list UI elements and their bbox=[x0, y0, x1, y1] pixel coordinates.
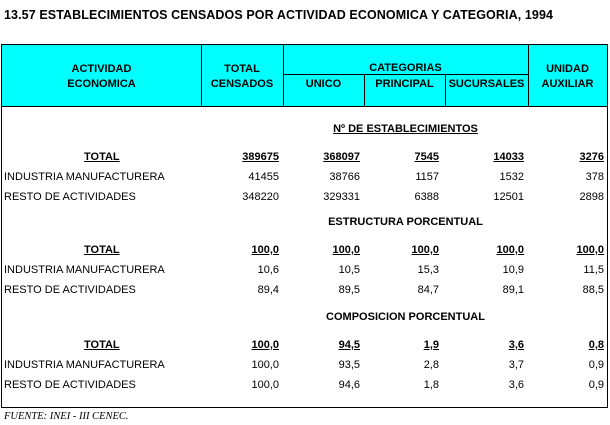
cell-unico: 10,5 bbox=[338, 264, 360, 276]
row-label: RESTO DE ACTIVIDADES bbox=[4, 191, 136, 203]
cell-sucursales: 12501 bbox=[493, 191, 524, 203]
cell-total-censados: 41455 bbox=[248, 171, 279, 183]
row-label: TOTAL bbox=[84, 339, 120, 351]
header-unidad-line2: AUXILIAR bbox=[541, 78, 594, 90]
header-principal: PRINCIPAL bbox=[375, 78, 434, 90]
cell-unico: 368097 bbox=[323, 151, 360, 163]
header-total-line1: TOTAL bbox=[224, 63, 260, 75]
cell-principal: 2,8 bbox=[423, 359, 439, 371]
header-unidad-auxiliar bbox=[528, 62, 607, 92]
cell-unidad-auxiliar: 2898 bbox=[579, 191, 604, 203]
cell-total-censados: 100,0 bbox=[251, 339, 279, 351]
section-title: COMPOSICION PORCENTUAL bbox=[326, 311, 485, 323]
cell-principal: 1,9 bbox=[423, 339, 439, 351]
cell-unidad-auxiliar: 3276 bbox=[579, 151, 604, 163]
table-row bbox=[2, 379, 607, 393]
cell-unico: 329331 bbox=[323, 191, 360, 203]
header-unico: UNICO bbox=[305, 78, 342, 90]
cell-unico: 94,5 bbox=[338, 339, 360, 351]
cell-sucursales: 14033 bbox=[493, 151, 524, 163]
cell-sucursales: 3,6 bbox=[508, 379, 524, 391]
cell-sucursales: 10,9 bbox=[502, 264, 524, 276]
table-row bbox=[2, 359, 607, 373]
table-title: 13.57 ESTABLECIMIENTOS CENSADOS POR ACTIVIDAD ECONOMICA Y CATEGORIA, 1994 bbox=[4, 8, 554, 22]
source-note: FUENTE: INEI - III CENEC. bbox=[4, 411, 129, 422]
cell-total-censados: 10,6 bbox=[257, 264, 279, 276]
cell-sucursales: 100,0 bbox=[496, 244, 524, 256]
header-actividad-line2: ECONOMICA bbox=[67, 78, 136, 90]
cell-unidad-auxiliar: 378 bbox=[585, 171, 604, 183]
cell-sucursales: 3,7 bbox=[508, 359, 524, 371]
cell-sucursales: 3,6 bbox=[508, 339, 524, 351]
header-categorias: CATEGORIAS bbox=[369, 62, 442, 74]
section-title: Nº DE ESTABLECIMIENTOS bbox=[333, 123, 478, 135]
cell-sucursales: 89,1 bbox=[502, 284, 524, 296]
cell-total-censados: 389675 bbox=[242, 151, 279, 163]
cell-principal: 100,0 bbox=[411, 244, 439, 256]
cell-total-censados: 348220 bbox=[242, 191, 279, 203]
cell-principal: 1157 bbox=[415, 171, 439, 183]
row-label: TOTAL bbox=[84, 151, 120, 163]
table-row bbox=[2, 191, 607, 205]
cell-principal: 15,3 bbox=[417, 264, 439, 276]
cell-unidad-auxiliar: 88,5 bbox=[582, 284, 604, 296]
cell-total-censados: 100,0 bbox=[251, 359, 279, 371]
row-label: INDUSTRIA MANUFACTURERA bbox=[4, 171, 165, 183]
cell-unidad-auxiliar: 0,8 bbox=[588, 339, 604, 351]
cell-unidad-auxiliar: 0,9 bbox=[588, 359, 604, 371]
statistics-table bbox=[1, 44, 608, 408]
cell-principal: 6388 bbox=[414, 191, 439, 203]
section-title: ESTRUCTURA PORCENTUAL bbox=[328, 216, 483, 228]
cell-unico: 89,5 bbox=[338, 284, 360, 296]
cell-total-censados: 89,4 bbox=[257, 284, 279, 296]
cell-unico: 93,5 bbox=[338, 359, 360, 371]
cell-total-censados: 100,0 bbox=[251, 379, 279, 391]
header-actividad-line1: ACTIVIDAD bbox=[71, 63, 132, 75]
cell-sucursales: 1532 bbox=[499, 171, 524, 183]
cell-principal: 84,7 bbox=[417, 284, 439, 296]
total-row bbox=[2, 339, 607, 353]
cell-unidad-auxiliar: 11,5 bbox=[583, 264, 604, 276]
header-sucursales: SUCURSALES bbox=[448, 78, 525, 90]
cell-principal: 1,8 bbox=[423, 379, 439, 391]
header-actividad bbox=[2, 62, 201, 92]
total-row bbox=[2, 244, 607, 258]
header-unidad-line1: UNIDAD bbox=[546, 63, 589, 75]
cell-unico: 94,6 bbox=[338, 379, 360, 391]
table-header bbox=[2, 45, 607, 107]
table-row bbox=[2, 171, 607, 185]
row-label: INDUSTRIA MANUFACTURERA bbox=[4, 359, 165, 371]
cell-unidad-auxiliar: 100,0 bbox=[576, 244, 604, 256]
table-row bbox=[2, 264, 607, 278]
cell-total-censados: 100,0 bbox=[251, 244, 279, 256]
header-total-censados bbox=[201, 62, 283, 92]
total-row bbox=[2, 151, 607, 165]
cell-unico: 38766 bbox=[329, 171, 360, 183]
row-label: TOTAL bbox=[84, 244, 120, 256]
row-label: RESTO DE ACTIVIDADES bbox=[4, 284, 136, 296]
row-label: INDUSTRIA MANUFACTURERA bbox=[4, 264, 165, 276]
row-label: RESTO DE ACTIVIDADES bbox=[4, 379, 136, 391]
cell-unico: 100,0 bbox=[332, 244, 360, 256]
cell-unidad-auxiliar: 0,9 bbox=[588, 379, 604, 391]
cell-principal: 7545 bbox=[414, 151, 439, 163]
table-row bbox=[2, 284, 607, 298]
header-total-line2: CENSADOS bbox=[210, 78, 274, 90]
